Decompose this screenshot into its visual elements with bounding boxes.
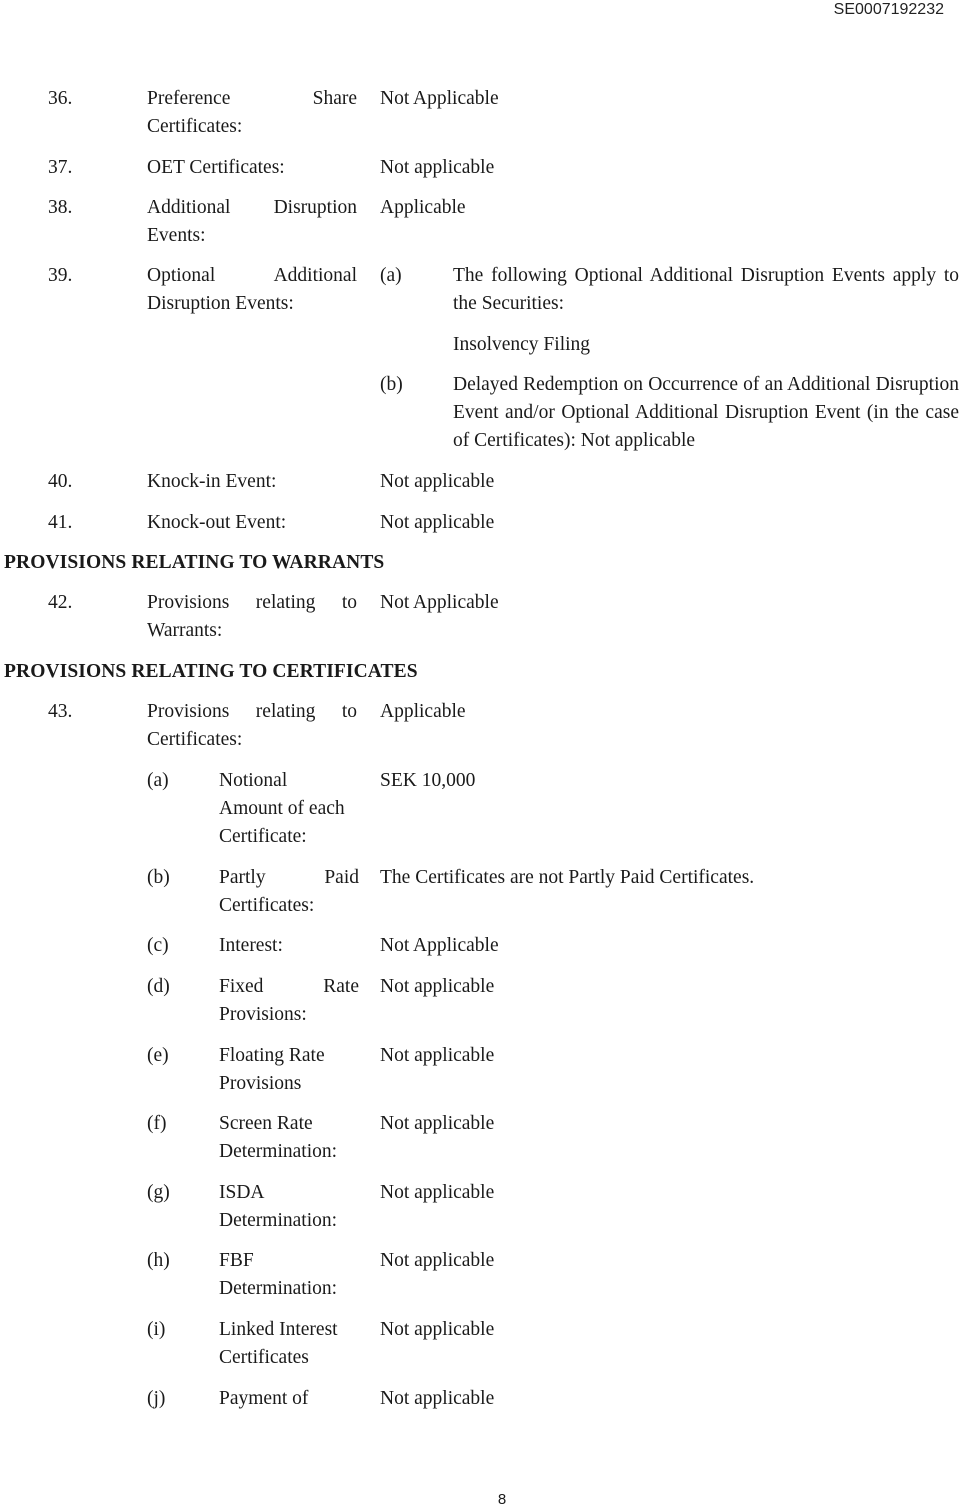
item-number: 39. bbox=[48, 265, 73, 286]
sub-item-label: Fixed Rate bbox=[219, 976, 359, 997]
sub-item-marker: (a) bbox=[147, 770, 169, 791]
sub-item-value: The Certificates are not Partly Paid Certificates. bbox=[380, 867, 755, 888]
sub-item-label: Payment of bbox=[219, 1388, 309, 1409]
sub-item-label-cont: Amount of each bbox=[219, 798, 345, 819]
sub-item-marker: (b) bbox=[380, 374, 403, 395]
sub-item-label: Notional bbox=[219, 770, 288, 791]
item-number: 40. bbox=[48, 471, 73, 492]
sub-item-label-cont: Determination: bbox=[219, 1278, 338, 1299]
item-value: Not applicable bbox=[380, 471, 495, 492]
sub-item-value: Not applicable bbox=[380, 1113, 495, 1134]
item-label: OET Certificates: bbox=[147, 157, 285, 178]
sub-item-label-cont: Determination: bbox=[219, 1210, 338, 1231]
item-value: Not Applicable bbox=[380, 592, 499, 613]
sub-item-value: Not applicable bbox=[380, 1182, 495, 1203]
page-number: 8 bbox=[497, 1491, 507, 1508]
sub-item-marker: (c) bbox=[147, 935, 169, 956]
sub-item-label-cont: Certificate: bbox=[219, 826, 307, 847]
item-value: Applicable bbox=[380, 701, 466, 722]
sub-item-value: Not applicable bbox=[380, 1388, 495, 1409]
sub-item-label-cont: Provisions bbox=[219, 1073, 302, 1094]
item-number: 36. bbox=[48, 88, 73, 109]
item-value: Not applicable bbox=[380, 512, 495, 533]
sub-item-label: FBF bbox=[219, 1250, 254, 1271]
item-number: 38. bbox=[48, 197, 73, 218]
section-heading-certificates: PROVISIONS RELATING TO CERTIFICATES bbox=[4, 661, 418, 682]
item-label: Preference Share bbox=[147, 88, 357, 109]
item-value: Not applicable bbox=[380, 157, 495, 178]
sub-item-value: Not applicable bbox=[380, 976, 495, 997]
sub-item-value: SEK 10,000 bbox=[380, 770, 476, 791]
sub-item-marker: (b) bbox=[147, 867, 170, 888]
item-label-cont: Certificates: bbox=[147, 729, 243, 750]
sub-item-marker: (g) bbox=[147, 1182, 170, 1203]
item-number: 42. bbox=[48, 592, 73, 613]
sub-item-label: Floating Rate bbox=[219, 1045, 325, 1066]
item-label-cont: Certificates: bbox=[147, 116, 243, 137]
sub-item-text: Delayed Redemption on Occurrence of an Additional Disruption Event and/or Optional Additional Disruption Event (in the case of Certificates): Not applicable bbox=[453, 374, 959, 451]
item-label-cont: Disruption Events: bbox=[147, 293, 294, 314]
sub-item-value: Not applicable bbox=[380, 1250, 495, 1271]
sub-item-label: ISDA bbox=[219, 1182, 265, 1203]
document-code: SE0007192232 bbox=[833, 1, 944, 18]
sub-item-marker: (d) bbox=[147, 976, 170, 997]
sub-item-marker: (h) bbox=[147, 1250, 170, 1271]
item-label: Optional Additional bbox=[147, 265, 357, 286]
sub-item-label-cont: Determination: bbox=[219, 1141, 338, 1162]
item-label: Knock-out Event: bbox=[147, 512, 287, 533]
item-label-cont: Events: bbox=[147, 225, 206, 246]
item-number: 41. bbox=[48, 512, 73, 533]
sub-item-marker: (j) bbox=[147, 1388, 166, 1409]
item-label-cont: Warrants: bbox=[147, 620, 223, 641]
sub-item-value: Not applicable bbox=[380, 1045, 495, 1066]
item-number: 43. bbox=[48, 701, 73, 722]
sub-item-label: Partly Paid bbox=[219, 867, 359, 888]
sub-item-label: Screen Rate bbox=[219, 1113, 313, 1134]
item-number: 37. bbox=[48, 157, 73, 178]
sub-item-marker: (e) bbox=[147, 1045, 169, 1066]
sub-item-label: Linked Interest bbox=[219, 1319, 338, 1340]
sub-item-label-cont: Provisions: bbox=[219, 1004, 307, 1025]
sub-item-label: Interest: bbox=[219, 935, 283, 956]
item-value: Not Applicable bbox=[380, 88, 499, 109]
item-value: Applicable bbox=[380, 197, 466, 218]
sub-item-value: Not applicable bbox=[380, 1319, 495, 1340]
sub-item-marker: (a) bbox=[380, 265, 402, 286]
item-label: Additional Disruption bbox=[147, 197, 357, 218]
sub-item-value: Not Applicable bbox=[380, 935, 499, 956]
item-label: Provisions relating to bbox=[147, 701, 357, 722]
sub-item-extra: Insolvency Filing bbox=[453, 334, 591, 355]
item-label: Provisions relating to bbox=[147, 592, 357, 613]
sub-item-text: The following Optional Additional Disruption Events apply to the Securities: bbox=[453, 265, 959, 314]
section-heading-warrants: PROVISIONS RELATING TO WARRANTS bbox=[4, 552, 385, 573]
sub-item-marker: (f) bbox=[147, 1113, 167, 1134]
sub-item-label-cont: Certificates bbox=[219, 1347, 309, 1368]
sub-item-label-cont: Certificates: bbox=[219, 895, 315, 916]
sub-item-marker: (i) bbox=[147, 1319, 166, 1340]
item-label: Knock-in Event: bbox=[147, 471, 277, 492]
